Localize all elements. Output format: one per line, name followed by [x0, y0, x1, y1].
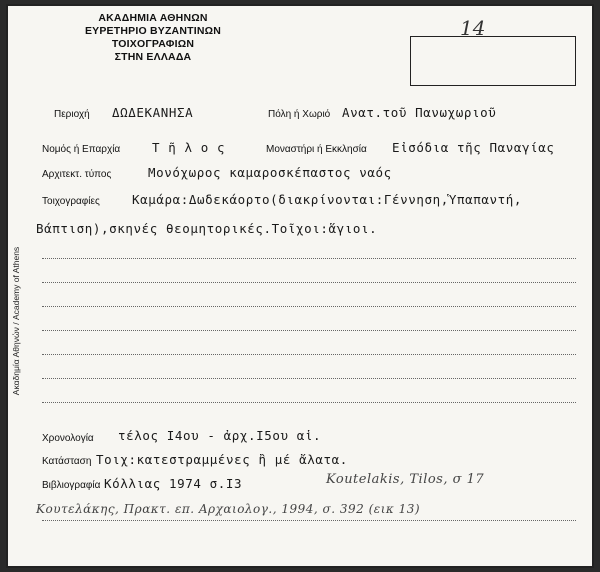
side-watermark-text: Ακαδημία Αθηνών / Academy of Athens [11, 246, 21, 396]
monastery-value: Εἰσόδια τῆς Παναγίας [392, 140, 555, 155]
blank-line [42, 258, 576, 259]
blank-line [42, 354, 576, 355]
institution-line-2: ΕΥΡΕΤΗΡΙΟ ΒΥΖΑΝΤΙΝΩΝ ΤΟΙΧΟΓΡΑΦΙΩΝ [84, 25, 222, 50]
arch-value: Μονόχωρος καμαροσκέπαστος ναός [148, 165, 392, 180]
blank-line [42, 378, 576, 379]
stamp-box [410, 36, 576, 86]
region-label: Περιοχή [54, 109, 90, 120]
arch-label: Αρχιτεκτ. τύπος [42, 169, 112, 180]
blank-line [42, 402, 576, 403]
biblio-label: Βιβλιογραφία [42, 480, 101, 491]
biblio-value: Κόλλιας 1974 σ.Ι3 [104, 476, 243, 491]
biblio-handwritten-2: Κουτελάκης, Πρακτ. επ. Αρχαιολογ., 1994, σ. 392 (εικ 13) [36, 502, 421, 516]
frescoes-line-1: Καμάρα:Δωδεκάορτο(διακρίνονται:Γέννηση,Ὑπαπαντή, [132, 192, 523, 207]
blank-line [42, 306, 576, 307]
blank-line [42, 520, 576, 521]
blank-line [42, 330, 576, 331]
side-watermark [8, 204, 24, 444]
biblio-handwritten-1: Koutelakis, Tilos, σ 17 [326, 472, 485, 487]
city-value: Ανατ.τοῦ Πανωχωριοῦ [342, 105, 497, 120]
region-value: ΔΩΔΕΚΑΝΗΣΑ [112, 105, 194, 120]
institution-line-3: ΣΤΗΝ ΕΛΛΑΔΑ [114, 51, 192, 63]
institution-header [48, 12, 258, 64]
city-label: Πόλη ή Χωριό [268, 109, 331, 120]
prefecture-value: Τ ῆ λ ο ς [152, 140, 226, 155]
card-number: 14 [460, 16, 486, 40]
chronology-value: τέλος Ι4ου - ἀρχ.Ι5ου αἱ. [118, 428, 322, 443]
frescoes-line-2: Βάπτιση),σκηνές θεομητορικές.Τοῖχοι:ἅγιοι. [36, 221, 378, 236]
prefecture-label: Νομός ή Επαρχία [42, 144, 121, 155]
monastery-label: Μοναστήρι ή Εκκλησία [266, 144, 367, 155]
chronology-label: Χρονολογία [42, 433, 94, 444]
blank-line [42, 282, 576, 283]
condition-label: Κατάσταση [42, 456, 92, 467]
frescoes-label: Τοιχογραφίες [42, 196, 100, 207]
institution-line-1: ΑΚΑΔΗΜΙΑ ΑΘΗΝΩΝ [98, 12, 208, 24]
index-card [6, 4, 594, 568]
condition-value: Τοιχ:κατεστραμμένες ἢ μέ ἄλατα. [96, 452, 348, 467]
